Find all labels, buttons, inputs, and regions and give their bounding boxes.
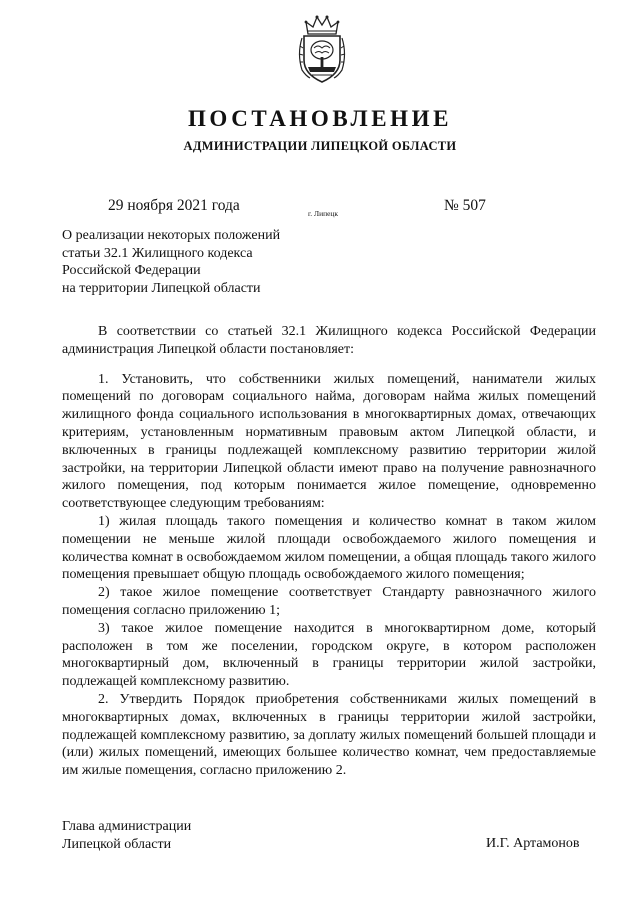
signatory-position-line: Липецкой области <box>62 837 172 852</box>
signatory-position-line: Глава администрации <box>62 819 192 834</box>
document-issuer: АДМИНИСТРАЦИИ ЛИПЕЦКОЙ ОБЛАСТИ <box>183 139 457 153</box>
preamble-paragraph: В соответствии со статьей 32.1 Жилищного кодекса Российской Федерации администрация Липецкой области постановляет: <box>62 324 596 357</box>
clause-1-item-3: 3) такое жилое помещение находится в многоквартирном доме, который расположен в том же поселении, городском округе, в котором расположен многоквартирный дом, включенный в границы территории жилой застройки, подлежащей комплексному развитию. <box>62 620 596 690</box>
subject-line: Российской Федерации <box>62 263 201 279</box>
clause-1-item-1: 1) жилая площадь такого помещения и количество комнат в таком жилом помещении не меньше жилой площади освобождаемого жилого помещения и количества комнат в освобождаемом жилом помещении, а общая площадь такого жилого помещения превышает общую площадь освобождаемого жилого помещения; <box>62 513 596 583</box>
lipetsk-coat-of-arms-icon <box>296 14 348 86</box>
signatory-position <box>62 818 191 854</box>
document-number: № 507 <box>444 197 486 214</box>
document-date: 29 ноября 2021 года <box>108 197 240 214</box>
subject-line: на территории Липецкой области <box>62 280 261 296</box>
clause-1-item-2: 2) такое жилое помещение соответствует Стандарту равнозначного жилого помещения согласно приложению 1; <box>62 585 596 618</box>
signatory-name: И.Г. Артамонов <box>486 836 580 851</box>
document-body <box>62 323 596 780</box>
document-subject <box>62 227 342 297</box>
document-place: г. Липецк <box>308 209 339 218</box>
subject-line: статьи 32.1 Жилищного кодекса <box>62 245 253 261</box>
clause-1-paragraph: 1. Установить, что собственники жилых помещений, наниматели жилых помещений по договорам социального найма, договорам найма жилых помещений жилищного фонда социального использования в многоквартирных домах, отвечающих критериям, установленным нормативным правовым актом Липецкой области, и включенных в границы подлежащей комплексному развитию территории жилой застройки, на территории Липецкой области имеют право на получение равнозначного жилого помещения, под которым понимается жилое помещение, одновременно соответствующее следующим требованиям: <box>62 371 596 512</box>
subject-line: О реализации некоторых положений <box>62 228 281 243</box>
clause-2-paragraph: 2. Утвердить Порядок приобретения собственниками жилых помещений в многоквартирных домах, включенных в границы территории жилой застройки, подлежащей комплексному развитию, за доплату жилых помещений большей площади и (или) жилых помещений, имеющих большее количество комнат, чем предоставляемые им жилые помещения, согласно приложению 2. <box>62 691 596 779</box>
document-title: ПОСТАНОВЛЕНИЕ <box>187 106 453 131</box>
